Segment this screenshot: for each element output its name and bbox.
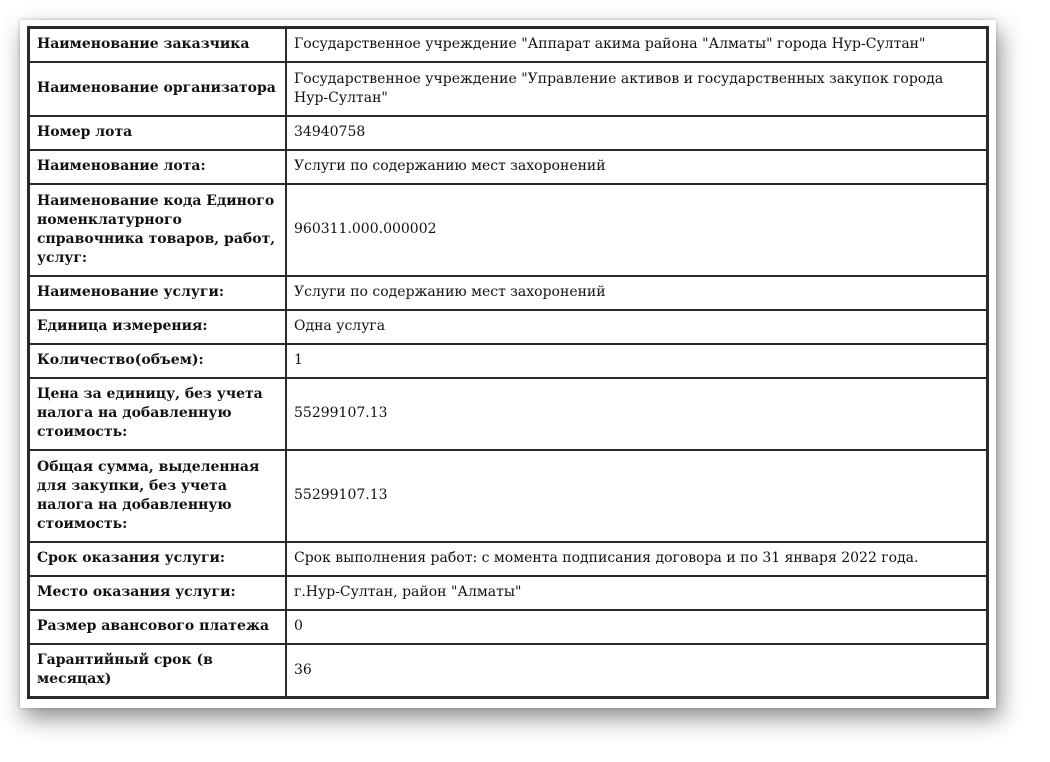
row-label: Цена за единицу, без учета налога на добавленную стоимость: [29, 378, 287, 450]
row-label: Размер авансового платежа [29, 610, 287, 644]
table-row-unit [29, 310, 988, 344]
row-label: Наименование лота: [29, 150, 287, 184]
row-value: Одна услуга [286, 310, 988, 344]
row-value: 36 [286, 644, 988, 698]
row-value: Срок выполнения работ: с момента подписания договора и по 31 января 2022 года. [286, 542, 988, 576]
row-value: 960311.000.000002 [286, 184, 988, 276]
table-row-organizer [29, 62, 988, 116]
table-row-unit-price [29, 378, 988, 450]
table-row-customer [29, 28, 988, 62]
row-label: Количество(объем): [29, 344, 287, 378]
document-sheet [20, 20, 996, 708]
row-label: Наименование заказчика [29, 28, 287, 62]
row-value: 34940758 [286, 116, 988, 150]
row-value: 1 [286, 344, 988, 378]
row-value: Государственное учреждение "Аппарат акима района "Алматы" города Нур-Султан" [286, 28, 988, 62]
table-row-lot-name [29, 150, 988, 184]
row-label: Место оказания услуги: [29, 576, 287, 610]
row-label: Единица измерения: [29, 310, 287, 344]
table-row-total-sum [29, 450, 988, 542]
row-value: 55299107.13 [286, 450, 988, 542]
row-value: 55299107.13 [286, 378, 988, 450]
row-value: Услуги по содержанию мест захоронений [286, 150, 988, 184]
row-label: Наименование услуги: [29, 276, 287, 310]
row-value: Услуги по содержанию мест захоронений [286, 276, 988, 310]
table-row-service-place [29, 576, 988, 610]
row-label: Наименование кода Единого номенклатурного справочника товаров, работ, услуг: [29, 184, 287, 276]
table-row-code-name [29, 184, 988, 276]
row-label: Гарантийный срок (в месяцах) [29, 644, 287, 698]
lot-info-table [27, 26, 989, 699]
table-row-quantity [29, 344, 988, 378]
table-row-warranty [29, 644, 988, 698]
row-label: Наименование организатора [29, 62, 287, 116]
table-row-lot-number [29, 116, 988, 150]
table-row-advance-payment [29, 610, 988, 644]
row-value: г.Нур-Султан, район "Алматы" [286, 576, 988, 610]
table-row-service-name [29, 276, 988, 310]
row-label: Общая сумма, выделенная для закупки, без учета налога на добавленную стоимость: [29, 450, 287, 542]
row-label: Срок оказания услуги: [29, 542, 287, 576]
row-value: Государственное учреждение "Управление активов и государственных закупок города Нур-Султан" [286, 62, 988, 116]
row-label: Номер лота [29, 116, 287, 150]
row-value: 0 [286, 610, 988, 644]
table-row-service-period [29, 542, 988, 576]
